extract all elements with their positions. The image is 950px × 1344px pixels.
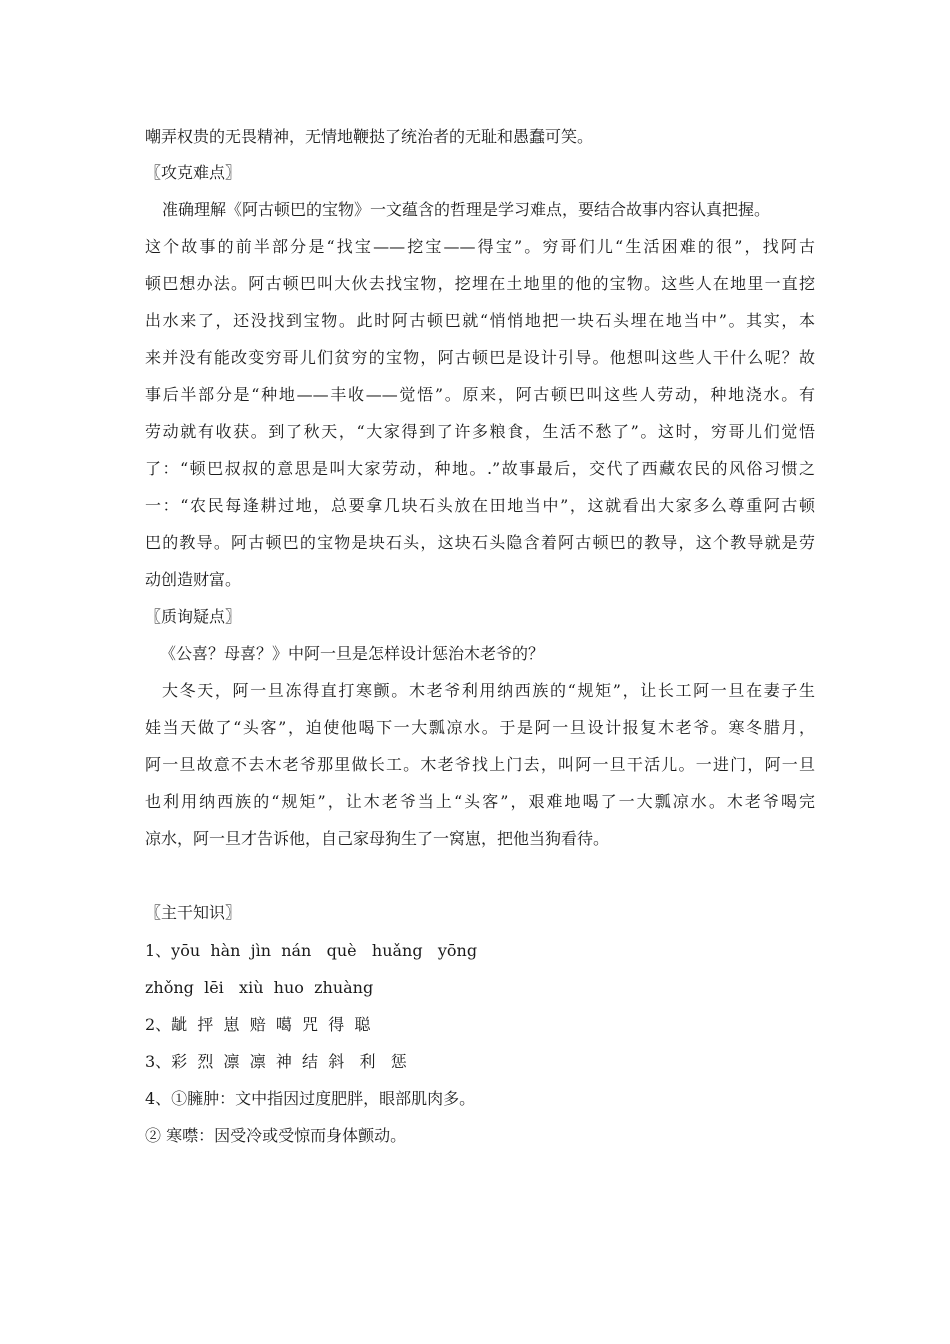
doubts-paragraph-line: 凉水，阿一旦才告诉他，自己家母狗生了一窝崽，把他当狗看待。 [145, 829, 610, 848]
knowledge-item: 3、彩 烈 凛 凛 神 结 斜 利 惩 [145, 1052, 407, 1071]
doubts-question: 《公喜？母喜？》中阿一旦是怎样设计惩治木老爷的？ [160, 644, 545, 663]
doubts-paragraph-line: 大冬天，阿一旦冻得直打寒颤。木老爷利用纳西族的“规矩”，让长工阿一旦在妻子生 [162, 681, 815, 700]
difficulty-paragraph-line: 顿巴想办法。阿古顿巴叫大伙去找宝物，挖埋在土地里的他的宝物。这些人在地里一直挖 [145, 274, 815, 293]
difficulty-heading: 〖攻克难点〗 [145, 163, 242, 182]
knowledge-heading: 〖主干知识〗 [145, 903, 242, 922]
doubts-heading: 〖质询疑点〗 [145, 607, 242, 626]
doubts-paragraph-line: 娃当天做了“头客”，迫使他喝下一大瓢凉水。于是阿一旦设计报复木老爷。寒冬腊月， [145, 718, 815, 737]
intro-tail: 嘲弄权贵的无畏精神，无情地鞭挞了统治者的无耻和愚蠢可笑。 [145, 127, 594, 146]
difficulty-paragraph-line: 一：“农民每逢耕过地，总要拿几块石头放在田地当中”，这就看出大家多么尊重阿古顿 [145, 496, 815, 515]
difficulty-paragraph-line: 动创造财富。 [145, 570, 242, 589]
doubts-paragraph-line: 阿一旦故意不去木老爷那里做长工。木老爷找上门去，叫阿一旦干活儿。一进门，阿一旦 [145, 755, 815, 774]
difficulty-paragraph-line: 巴的教导。阿古顿巴的宝物是块石头，这块石头隐含着阿古顿巴的教导，这个教导就是劳 [145, 533, 815, 552]
difficulty-paragraph-line: 这个故事的前半部分是“找宝——挖宝——得宝”。穷哥们儿“生活困难的很”，找阿古 [145, 237, 815, 256]
difficulty-paragraph-line: 劳动就有收获。到了秋天，“大家得到了许多粮食，生活不愁了”。这时，穷哥儿们觉悟 [145, 422, 815, 441]
difficulty-paragraph-line: 来并没有能改变穷哥儿们贫穷的宝物，阿古顿巴是设计引导。他想叫这些人干什么呢？故 [145, 348, 815, 367]
knowledge-item: 4、①臃肿：文中指因过度肥胖，眼部肌肉多。 [145, 1089, 476, 1108]
difficulty-paragraph-line: 事后半部分是“种地——丰收——觉悟”。原来，阿古顿巴叫这些人劳动，种地浇水。有 [145, 385, 815, 404]
knowledge-item: zhǒng lēi xiù huo zhuàng [145, 978, 374, 997]
knowledge-item: 1、yōu hàn jìn nán què huǎng yōng [145, 941, 478, 960]
knowledge-item: ② 寒噤：因受冷或受惊而身体颤动。 [145, 1126, 407, 1145]
doubts-paragraph-line: 也利用纳西族的“规矩”，让木老爷当上“头客”，艰难地喝了一大瓢凉水。木老爷喝完 [145, 792, 815, 811]
difficulty-paragraph-line: 了：“顿巴叔叔的意思是叫大家劳动，种地。.”故事最后，交代了西藏农民的风俗习惯之 [145, 459, 815, 478]
knowledge-item: 2、龇 抨 崽 赔 噶 咒 得 聪 [145, 1015, 371, 1034]
difficulty-paragraph-line: 准确理解《阿古顿巴的宝物》一文蕴含的哲理是学习难点，要结合故事内容认真把握。 [162, 200, 771, 219]
difficulty-paragraph-line: 出水来了，还没找到宝物。此时阿古顿巴就“悄悄地把一块石头埋在地当中”。其实，本 [145, 311, 815, 330]
